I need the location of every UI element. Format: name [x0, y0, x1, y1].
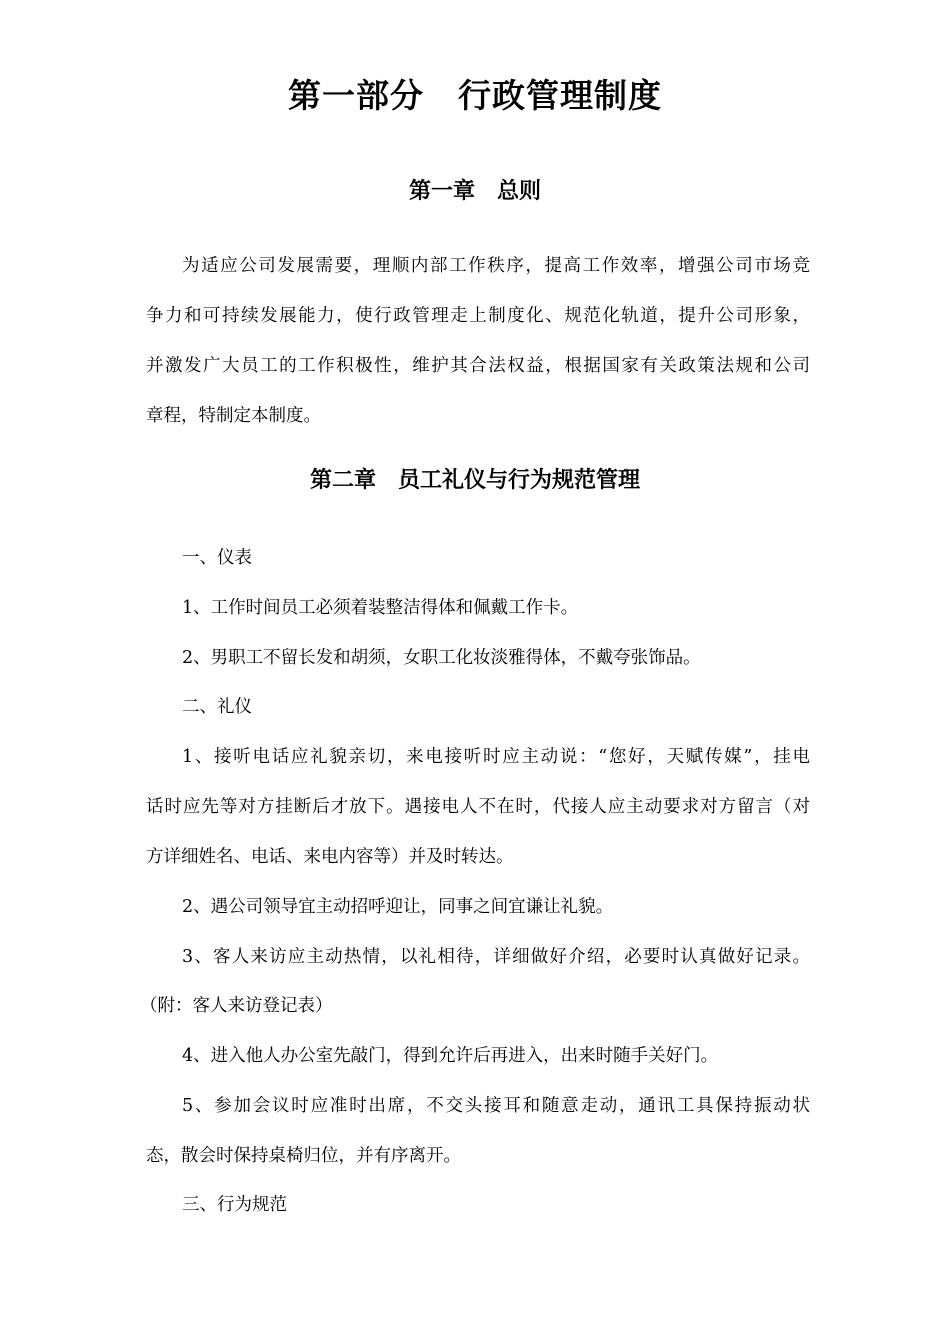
list-item: 1、接听电话应礼貌亲切，来电接听时应主动说：“您好，天赋传媒”，挂电 — [182, 747, 810, 767]
chapter-1-title: 第一章 总则 — [408, 179, 541, 204]
section-heading: 二、礼仪 — [182, 697, 252, 717]
list-item-continuation: （附：客人来访登记表） — [140, 996, 333, 1016]
chapter-2-title: 第二章 员工礼仪与行为规范管理 — [309, 468, 640, 493]
list-item-continuation: 态，散会时保持桌椅归位，并有序离开。 — [146, 1146, 461, 1166]
list-item: 1、工作时间员工必须着装整洁得体和佩戴工作卡。 — [182, 598, 579, 618]
list-item-continuation: 方详细姓名、电话、来电内容等）并及时转达。 — [146, 847, 514, 867]
paragraph-line: 争力和可持续发展能力，使行政管理走上制度化、规范化轨道，提升公司形象， — [146, 306, 810, 326]
list-item: 2、男职工不留长发和胡须，女职工化妆淡雅得体，不戴夸张饰品。 — [182, 648, 701, 668]
list-item: 2、遇公司领导宜主动招呼迎让，同事之间宜谦让礼貌。 — [182, 897, 614, 917]
paragraph-line: 章程，特制定本制度。 — [146, 406, 321, 426]
list-item: 4、进入他人办公室先敲门，得到允许后再进入，出来时随手关好门。 — [182, 1046, 719, 1066]
part-title: 第一部分 行政管理制度 — [288, 76, 662, 115]
list-item: 5、参加会议时应准时出席，不交头接耳和随意走动，通讯工具保持振动状 — [182, 1096, 810, 1116]
paragraph-line: 为适应公司发展需要，理顺内部工作秩序，提高工作效率，增强公司市场竞 — [182, 256, 810, 276]
list-item-continuation: 话时应先等对方挂断后才放下。遇接电人不在时，代接人应主动要求对方留言（对 — [146, 797, 810, 817]
list-item: 3、客人来访应主动热情，以礼相待，详细做好介绍，必要时认真做好记录。 — [182, 947, 810, 967]
section-heading: 三、行为规范 — [182, 1195, 287, 1215]
paragraph-line: 并激发广大员工的工作积极性，维护其合法权益，根据国家有关政策法规和公司 — [146, 356, 810, 376]
section-heading: 一、仪表 — [182, 548, 252, 568]
